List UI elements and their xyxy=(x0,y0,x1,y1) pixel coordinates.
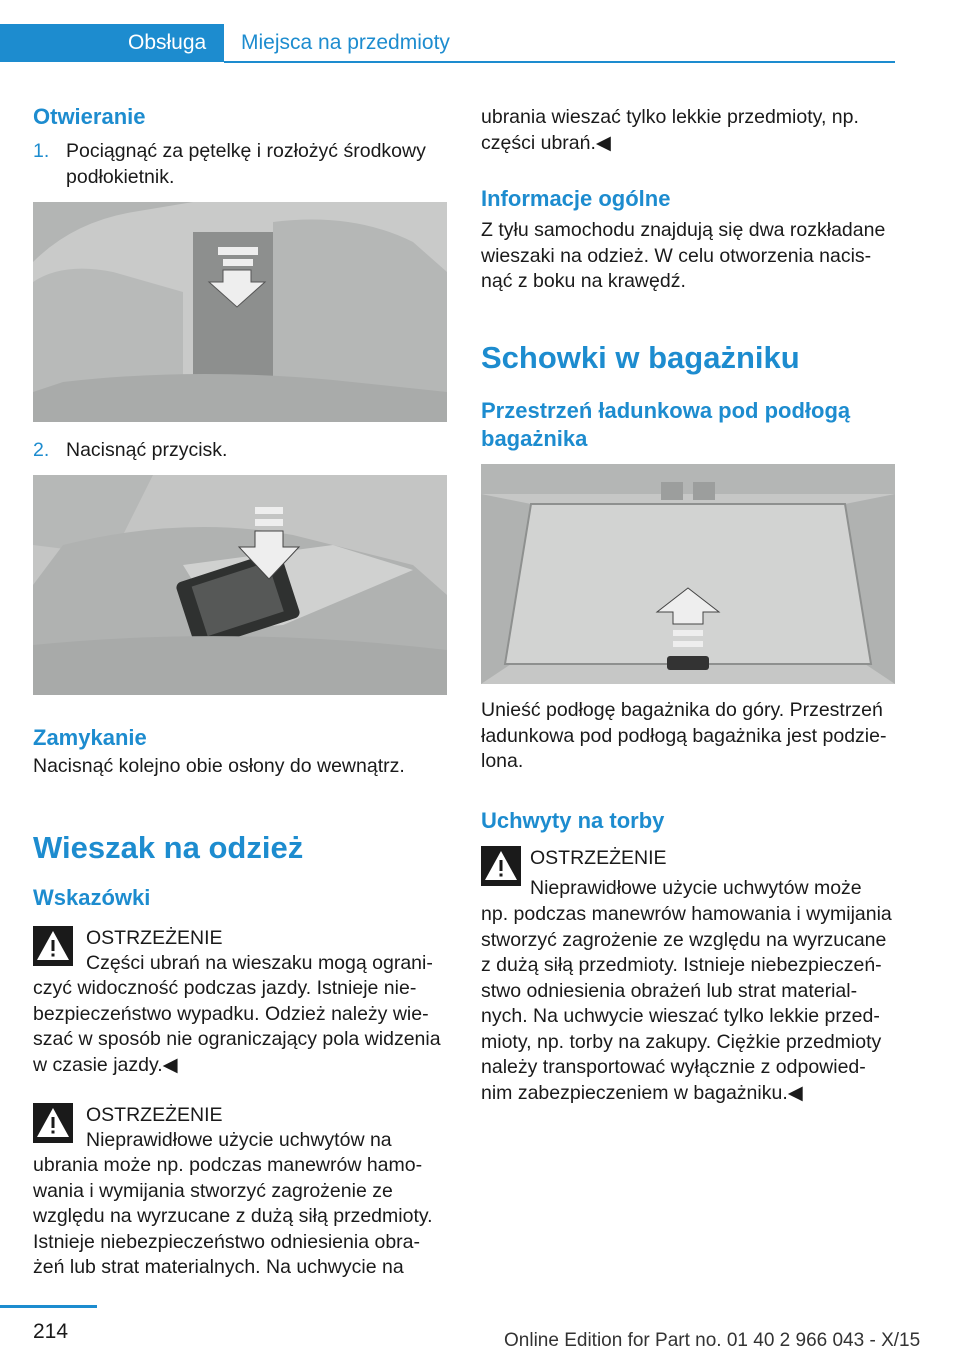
warning-3-line: Nieprawidłowe użycie uchwytów może xyxy=(530,877,862,899)
trunk-illustration xyxy=(481,464,895,684)
page-number: 214 xyxy=(33,1320,69,1343)
heading-uchwyty: Uchwyty na torby xyxy=(481,808,665,833)
figure-armrest-button xyxy=(33,475,447,695)
continued-warning-text: ubrania wieszać tylko lekkie przedmioty, np. części ubrań.◀ xyxy=(481,106,859,154)
heading-przestrzen: Przestrzeń ładunkowa pod podłogą bagażnika xyxy=(481,398,851,451)
figure-rear-seat-armrest xyxy=(33,202,447,422)
zamykanie-text: Nacisnąć kolejno obie osłony do wewnątrz. xyxy=(33,755,405,777)
heading-otwieranie: Otwieranie xyxy=(33,104,146,129)
warning-triangle-icon xyxy=(33,1103,73,1143)
section-tab-miejsca: Miejsca na przedmioty xyxy=(241,31,450,54)
warning-3-title: OSTRZEŻENIE xyxy=(530,847,667,869)
rear-seat-illustration xyxy=(33,202,447,422)
warning-2-body: ubrania może np. podczas manewrów hamo- wania i wymijania stworzyć zagrożenie ze względu na wyrzucane z dużą siłą przedmioty. Istnieje niebezpieczeństwo odniesienia obra- żeń lub strat materialnych. Na uchwycie na xyxy=(33,1154,433,1278)
footer-rule xyxy=(0,1305,97,1308)
page-header xyxy=(0,24,895,62)
step-2-number: 2. xyxy=(33,439,50,461)
figure-trunk-floor xyxy=(481,464,895,684)
podloga-text: Unieść podłogę bagażnika do góry. Przestrzeń ładunkowa pod podłogą bagażnika jest podzie- lona. xyxy=(481,699,887,772)
warning-3-body: np. podczas manewrów hamowania i wymijania stworzyć zagrożenie ze względu na wyrzucane z dużą siłą przedmioty. Istnieje niebezpieczeń- stwo odniesienia obrażeń lub strat material- nych. Na uchwycie wieszać tylko lekkie przed- mioty, np. torby na zakupy. Ciężkie przedmioty należy transportować wyłącznie z odpowied- nim zabezpieczeniem w bagażniku.◀ xyxy=(481,903,892,1104)
header-rule xyxy=(224,61,895,63)
warning-triangle-icon xyxy=(33,926,73,966)
info-text: Z tyłu samochodu znajdują się dwa rozkładane wieszaki na odzież. W celu otworzenia nacis- nąć z boku na krawędź. xyxy=(481,219,886,292)
heading-wskazowki: Wskazówki xyxy=(33,885,151,910)
step-2-text: Nacisnąć przycisk. xyxy=(66,439,228,461)
heading-zamykanie: Zamykanie xyxy=(33,725,147,750)
heading-informacje: Informacje ogólne xyxy=(481,186,671,211)
armrest-illustration xyxy=(33,475,447,695)
warning-1-body: czyć widoczność podczas jazdy. Istnieje nie- bezpieczeństwo wypadku. Odzież należy wie- szać w sposób nie ograniczający pola widzenia w czasie jazdy.◀ xyxy=(33,977,441,1076)
warning-triangle-icon xyxy=(481,846,521,886)
warning-1-title: OSTRZEŻENIE xyxy=(86,927,223,949)
warning-2-line: Nieprawidłowe użycie uchwytów na xyxy=(86,1129,392,1151)
heading-schowki: Schowki w bagażniku xyxy=(481,340,800,375)
step-1-number: 1. xyxy=(33,140,50,162)
warning-2-title: OSTRZEŻENIE xyxy=(86,1104,223,1126)
step-1-text: Pociągnąć za pętelkę i rozłożyć środkowy podłokietnik. xyxy=(66,140,426,188)
heading-wieszak: Wieszak na odzież xyxy=(33,830,304,865)
section-tab-obsluga: Obsługa xyxy=(0,24,224,62)
warning-1-line: Części ubrań na wieszaku mogą ograni- xyxy=(86,952,433,974)
edition-note: Online Edition for Part no. 01 40 2 966 043 - X/15 xyxy=(504,1330,921,1351)
